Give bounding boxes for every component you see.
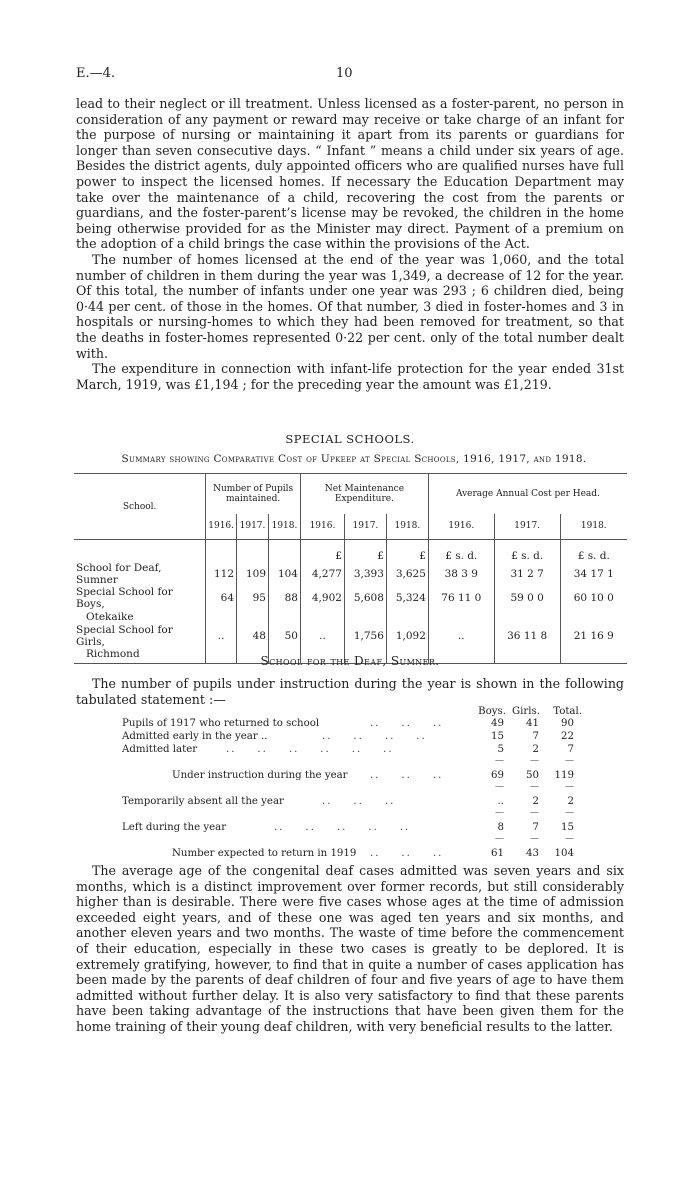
leader-dots: .. .. ..: [370, 770, 444, 781]
pupils-1917-header: 1917.: [237, 514, 269, 540]
col-total-header: Total.: [553, 706, 582, 717]
rule: —: [495, 756, 504, 766]
row-label: Pupils of 1917 who returned to school: [122, 718, 320, 729]
table-row: [74, 586, 627, 610]
currency-net-1917: £: [344, 540, 386, 562]
cell: ..: [497, 796, 504, 807]
rule: —: [565, 756, 574, 766]
school-name: School for Deaf, Sumner: [76, 561, 162, 586]
lsd-1916: £ s. d.: [428, 540, 494, 562]
cell: 48: [237, 624, 269, 648]
cell: 41: [526, 718, 539, 729]
deaf-closing: [76, 863, 624, 1035]
leader-dots: .. .. .. ..: [322, 731, 427, 742]
rule: —: [565, 808, 574, 818]
cell: 4,277: [300, 562, 344, 586]
lsd-1917: £ s. d.: [494, 540, 560, 562]
cell: 21 16 9: [560, 624, 627, 648]
cell: 104: [554, 848, 574, 859]
intro-text: [76, 96, 624, 392]
cell: 119: [554, 770, 574, 781]
rule: —: [565, 834, 574, 844]
cell: 59 0 0: [494, 586, 560, 610]
cell: 1,092: [386, 624, 428, 648]
cell: 95: [237, 586, 269, 610]
leader-dots: .. .. .. .. ..: [274, 822, 411, 833]
net-1916-header: 1916.: [300, 514, 344, 540]
school-name: Special School for Girls,: [76, 623, 173, 648]
rule: —: [530, 808, 539, 818]
page-number: 10: [336, 66, 353, 81]
row-label: Admitted early in the year ..: [122, 731, 268, 742]
cell: 3,393: [344, 562, 386, 586]
cell: 43: [526, 848, 539, 859]
cell: 1,756: [344, 624, 386, 648]
cell: 69: [491, 770, 504, 781]
cell: 31 2 7: [494, 562, 560, 586]
net-1917-header: 1917.: [344, 514, 386, 540]
cell: 104: [269, 562, 301, 586]
cell: 7: [532, 822, 539, 833]
section-code: E.—4.: [76, 66, 116, 81]
cell: 7: [532, 731, 539, 742]
paragraph-homes: The number of homes licensed at the end of the year was 1,060, and the total number of children in them during the year was 1,349, a decrease of 12 for the year. Of this total, the number of infants under one year was 293 ; 6 children died, being 0·44 per cent. of those in the homes. Of that number, 3 died in foster-homes and 3 in hospitals or nursing-homes to which they had been removed for treatment, so that the deaths in foster-homes represented 0·22 per cent. only of the total number dealt with.: [76, 251, 624, 361]
rule: —: [530, 834, 539, 844]
cell: 61: [491, 848, 504, 859]
rule: —: [565, 782, 574, 792]
cell: ..: [206, 624, 237, 648]
deaf-school-title: School for the Deaf, Sumner.: [260, 654, 440, 668]
table-row: [74, 624, 627, 648]
cell: 8: [497, 822, 504, 833]
cell: 60 10 0: [560, 586, 627, 610]
cell: ..: [428, 624, 494, 648]
cell: 15: [561, 822, 574, 833]
school-name-cont: Richmond: [86, 647, 140, 660]
school-name-cont: Otekaike: [86, 610, 134, 623]
group-avg-header: Average Annual Cost per Head.: [428, 474, 627, 514]
cell: 5,608: [344, 586, 386, 610]
cell: 7: [567, 744, 574, 755]
leader-dots: .. .. ..: [322, 796, 396, 807]
leader-dots: .. .. ..: [370, 848, 444, 859]
cell: 49: [491, 718, 504, 729]
net-1918-header: 1918.: [386, 514, 428, 540]
currency-net-1916: £: [300, 540, 344, 562]
avg-1916-header: 1916.: [428, 514, 494, 540]
row-label: Under instruction during the year: [172, 770, 348, 781]
cell: 2: [567, 796, 574, 807]
cell: 5: [497, 744, 504, 755]
col-boys-header: Boys.: [478, 706, 506, 717]
cell: 5,324: [386, 586, 428, 610]
col-school-header: School.: [122, 501, 157, 512]
leader-dots: .. .. ..: [370, 718, 444, 729]
cell: 90: [561, 718, 574, 729]
cell: 3,625: [386, 562, 428, 586]
rule: —: [530, 756, 539, 766]
school-name: Special School for Boys,: [76, 585, 173, 610]
summary-table: [74, 473, 627, 664]
avg-1917-header: 1917.: [494, 514, 560, 540]
avg-1918-header: 1918.: [560, 514, 627, 540]
cell: 2: [532, 744, 539, 755]
cell: 36 11 8: [494, 624, 560, 648]
paragraph-deaf-closing: The average age of the congenital deaf cases admitted was seven years and six months, which is a distinct improvement over former records, but still considerably higher than is desirable. There were five cases whose ages at the time of admission exceeded eight years, and of these one was aged ten years and six months, and another eleven years and two months. The waste of time before the commencement of their education, especially in these two cases is greatly to be deplored. It is extremely gratifying, however, to find that in quite a number of cases application has been made by the parents of deaf children of four and five years of age to have them admitted without further delay. It is also very satisfactory to find that these parents have been taking advantage of the instructions that have been given them for the home training of their young deaf children, with very beneficial results to the latter.: [76, 863, 624, 1034]
row-label: Number expected to return in 1919: [172, 848, 357, 859]
group-pupils-header: Number of Pupils maintained.: [206, 474, 301, 514]
special-schools-subtitle: Summary showing Comparative Cost of Upkeep at Special Schools, 1916, 1917, and 1918.: [121, 453, 587, 465]
cell: 4,902: [300, 586, 344, 610]
pupils-1918-header: 1918.: [269, 514, 301, 540]
special-schools-title: SPECIAL SCHOOLS.: [285, 432, 415, 446]
col-girls-header: Girls.: [512, 706, 540, 717]
cell: 22: [561, 731, 574, 742]
cell: 50: [526, 770, 539, 781]
row-label: Left during the year: [122, 822, 227, 833]
currency-net-1918: £: [386, 540, 428, 562]
leader-dots: .. .. .. .. .. ..: [226, 744, 394, 755]
table-row: [74, 562, 627, 586]
cell: 109: [237, 562, 269, 586]
cell: 34 17 1: [560, 562, 627, 586]
cell: 2: [532, 796, 539, 807]
lsd-1918: £ s. d.: [560, 540, 627, 562]
cell: 15: [491, 731, 504, 742]
deaf-intro: [76, 676, 624, 707]
pupils-1916-header: 1916.: [206, 514, 237, 540]
rule: —: [495, 834, 504, 844]
cell: ..: [300, 624, 344, 648]
paragraph-license: lead to their neglect or ill treatment. Unless licensed as a foster-parent, no person in consideration of any payment or reward may receive or take charge of an infant for the purpose of nursing or maintaining it apart from its parents or guardians for longer than seven consecutive days. “ Infant ” means a child under six years of age. Besides the district agents, duly appointed officers who are qualified nurses have full power to inspect the licensed homes. If necessary the Education Department may take over the maintenance of a child, recovering the cost from the parents or guardians, and the foster-parent’s license may be revoked, the children in the home being otherwise provided for as the Minister may direct. Payment of a premium on the adoption of a child brings the case within the provisions of the Act.: [76, 96, 624, 252]
rule: —: [495, 808, 504, 818]
group-net-header: Net Maintenance Expenditure.: [300, 474, 428, 514]
row-label: Admitted later: [122, 744, 198, 755]
cell: 112: [206, 562, 237, 586]
rule: —: [530, 782, 539, 792]
row-label: Temporarily absent all the year: [122, 796, 284, 807]
rule: —: [495, 782, 504, 792]
cell: 88: [269, 586, 301, 610]
cell: 50: [269, 624, 301, 648]
cell: 38 3 9: [428, 562, 494, 586]
paragraph-expenditure: The expenditure in connection with infant-life protection for the year ended 31st March, 1919, was £1,194 ; for the preceding year the amount was £1,219.: [76, 361, 624, 392]
cell: 64: [206, 586, 237, 610]
cell: 76 11 0: [428, 586, 494, 610]
paragraph-deaf-intro: The number of pupils under instruction during the year is shown in the following tabulated statement :—: [76, 676, 624, 707]
